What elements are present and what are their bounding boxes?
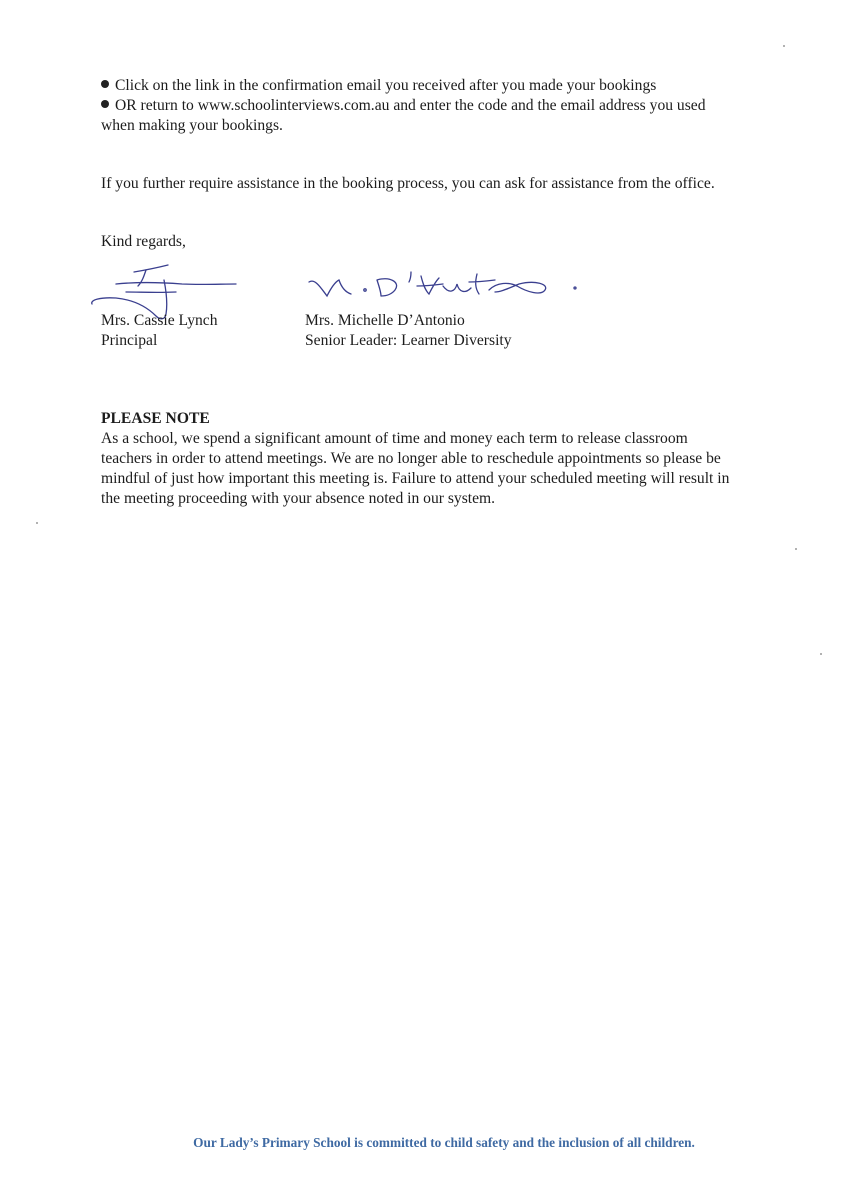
signatory-name: Mrs. Cassie Lynch <box>101 312 218 329</box>
principal-signatory <box>101 311 218 351</box>
senior-leader-signature <box>305 268 585 308</box>
bullet-dot-icon <box>101 100 109 108</box>
note-line: mindful of just how important this meeting is. Failure to attend your scheduled meeting will result in <box>101 470 730 487</box>
bullet-dot-icon <box>101 80 109 88</box>
closing-salutation: Kind regards, <box>101 233 186 250</box>
assistance-paragraph: If you further require assistance in the booking process, you can ask for assistance from the office. <box>101 175 715 192</box>
scan-speck <box>783 45 785 47</box>
note-heading: PLEASE NOTE <box>101 410 210 427</box>
bullet-item: OR return to www.schoolinterviews.com.au and enter the code and the email address you used <box>101 96 801 116</box>
scan-speck <box>820 653 822 655</box>
senior-leader-signatory <box>305 311 512 351</box>
signatory-role: Principal <box>101 332 158 349</box>
note-line: As a school, we spend a significant amount of time and money each term to release classroom <box>101 430 688 447</box>
signatory-name: Mrs. Michelle D’Antonio <box>305 312 465 329</box>
please-note-section <box>101 409 801 509</box>
note-line: teachers in order to attend meetings. We are no longer able to reschedule appointments so please be <box>101 450 721 467</box>
note-line: the meeting proceeding with your absence noted in our system. <box>101 490 496 507</box>
footer-statement: Our Lady’s Primary School is committed to child safety and the inclusion of all children. <box>193 1135 695 1150</box>
scan-speck <box>795 548 797 550</box>
bullet-list <box>101 76 801 136</box>
bullet-continuation: when making your bookings. <box>101 117 283 134</box>
scan-speck <box>36 522 38 524</box>
signatory-role: Senior Leader: Learner Diversity <box>305 332 512 349</box>
bullet-item: Click on the link in the confirmation email you received after you made your bookings <box>101 76 801 96</box>
